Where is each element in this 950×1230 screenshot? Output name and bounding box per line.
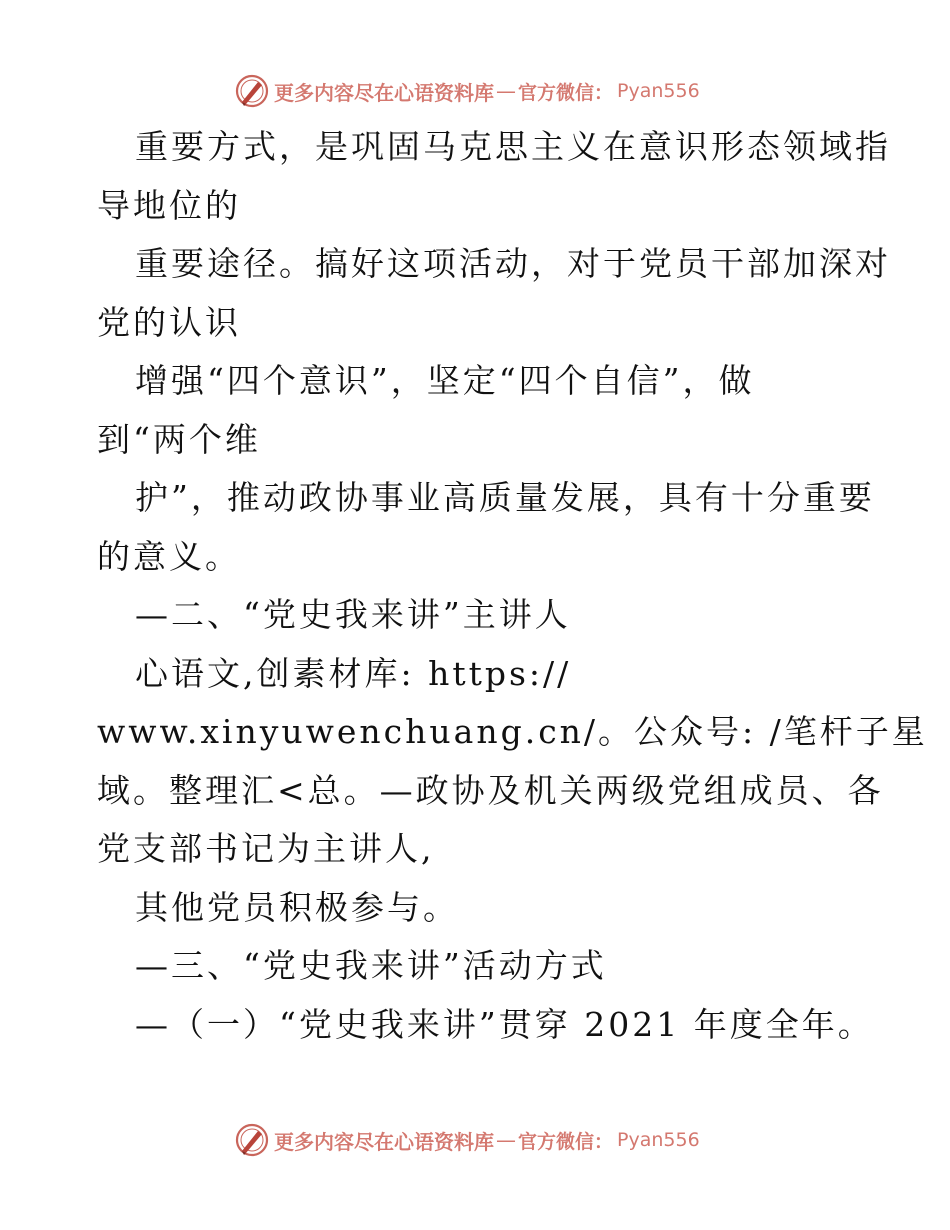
body-line: 到“两个维 [97, 419, 261, 459]
section-heading: —三、“党史我来讲”活动方式 [135, 946, 607, 985]
body-line: 党支部书记为主讲人, [97, 829, 435, 868]
body-line: 护”，推动政协事业高质量发展，具有十分重要 [135, 478, 875, 517]
body-line: 党的认识 [97, 302, 241, 342]
subsection-heading: —（一）“党史我来讲”贯穿 2021 年度全年。 [135, 1004, 874, 1044]
header-watermark [234, 71, 700, 111]
watermark-wechat-id: Pyan556 [617, 1129, 700, 1151]
body-line: 导地位的 [97, 185, 241, 225]
body-line: 域。整理汇<总。—政协及机关两级党组成员、各 [97, 770, 884, 810]
body-line: www.xinyuwenchuang.cn/。公众号: /笔杆子星 [97, 712, 928, 751]
body-line: 心语文,创素材库: https:// [135, 653, 572, 693]
watermark-wechat-label: 官方微信： [518, 1130, 614, 1153]
pen-logo-icon [234, 73, 270, 109]
body-line: 的意义。 [97, 536, 241, 576]
pen-logo-icon [234, 1122, 270, 1158]
document-body [97, 118, 928, 1054]
watermark-main-text: 更多内容尽在心语资料库 [274, 1129, 494, 1154]
section-heading: —二、“党史我来讲”主讲人 [135, 595, 571, 634]
body-line: 重要途径。搞好这项活动，对于党员干部加深对 [135, 244, 891, 283]
watermark-wechat-id: Pyan556 [617, 80, 700, 102]
body-line: 增强“四个意识”，坚定“四个自信”，做 [135, 361, 755, 400]
footer-watermark [234, 1120, 700, 1160]
body-line: 其他党员积极参与。 [135, 887, 459, 927]
watermark-main-text: 更多内容尽在心语资料库 [274, 80, 494, 105]
watermark-dash: — [496, 79, 516, 103]
watermark-wechat-label: 官方微信： [518, 81, 614, 104]
watermark-dash: — [496, 1128, 516, 1152]
body-line: 重要方式，是巩固马克思主义在意识形态领域指 [135, 127, 891, 166]
